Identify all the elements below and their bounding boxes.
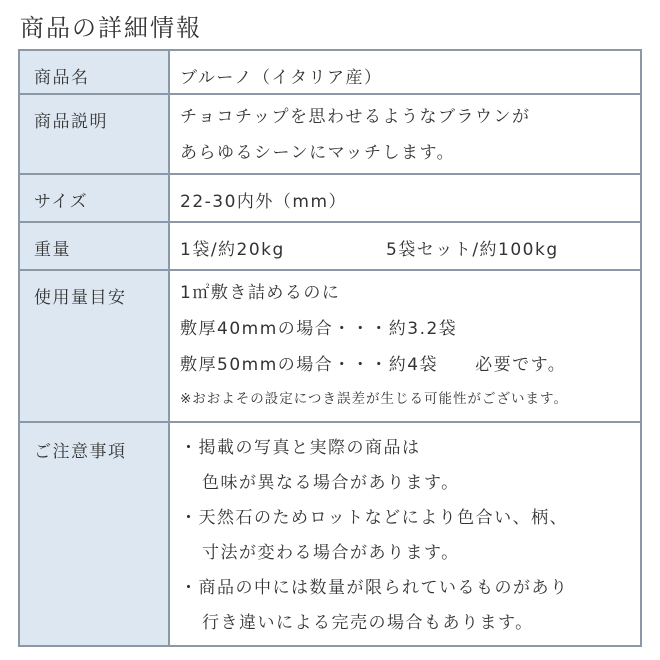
table-row-name bbox=[19, 50, 641, 94]
table-row-usage bbox=[19, 270, 641, 422]
row-label-usage: 使用量目安 bbox=[19, 270, 169, 422]
row-label-weight: 重量 bbox=[19, 222, 169, 270]
notes-line-2: 色味が異なる場合があります。 bbox=[202, 473, 460, 493]
usage-footnote: ※おおよその設定につき誤差が生じる可能性がございます。 bbox=[180, 391, 568, 407]
notes-line-5: ・商品の中には数量が限られているものがあり bbox=[180, 578, 569, 598]
row-value-weight bbox=[169, 222, 641, 270]
table-row-notes bbox=[19, 422, 641, 646]
usage-line-3: 敷厚50mmの場合・・・約4袋 必要です。 bbox=[180, 355, 567, 375]
weight-five-bag-set: 5袋セット/約100kg bbox=[386, 240, 559, 260]
table-row-size bbox=[19, 174, 641, 222]
row-value-notes bbox=[169, 422, 641, 646]
description-line-1: チョコチップを思わせるようなブラウンが bbox=[180, 107, 531, 127]
usage-line-2: 敷厚40mmの場合・・・約3.2袋 bbox=[180, 319, 458, 339]
notes-line-1: ・掲載の写真と実際の商品は bbox=[180, 438, 421, 458]
row-label-notes: ご注意事項 bbox=[19, 422, 169, 646]
description-line-2: あらゆるシーンにマッチします。 bbox=[180, 143, 456, 163]
notes-line-6: 行き違いによる完売の場合もあります。 bbox=[202, 613, 534, 633]
row-label-size: サイズ bbox=[19, 174, 169, 222]
weight-single-bag: 1袋/約20kg bbox=[180, 240, 285, 260]
row-value-description bbox=[169, 94, 641, 174]
row-label-description: 商品説明 bbox=[19, 94, 169, 174]
notes-line-4: 寸法が変わる場合があります。 bbox=[202, 543, 460, 563]
row-value-name: ブルーノ（イタリア産） bbox=[169, 50, 641, 94]
row-value-usage bbox=[169, 270, 641, 422]
usage-line-1: 1㎡敷き詰めるのに bbox=[180, 283, 341, 303]
row-label-name: 商品名 bbox=[19, 50, 169, 94]
table-row-description bbox=[19, 94, 641, 174]
notes-line-3: ・天然石のためロットなどにより色合い、柄、 bbox=[180, 508, 569, 528]
table-row-weight bbox=[19, 222, 641, 270]
page-title: 商品の詳細情報 bbox=[20, 14, 202, 42]
row-value-size: 22-30内外（mm） bbox=[169, 174, 641, 222]
product-detail-table bbox=[18, 49, 642, 647]
